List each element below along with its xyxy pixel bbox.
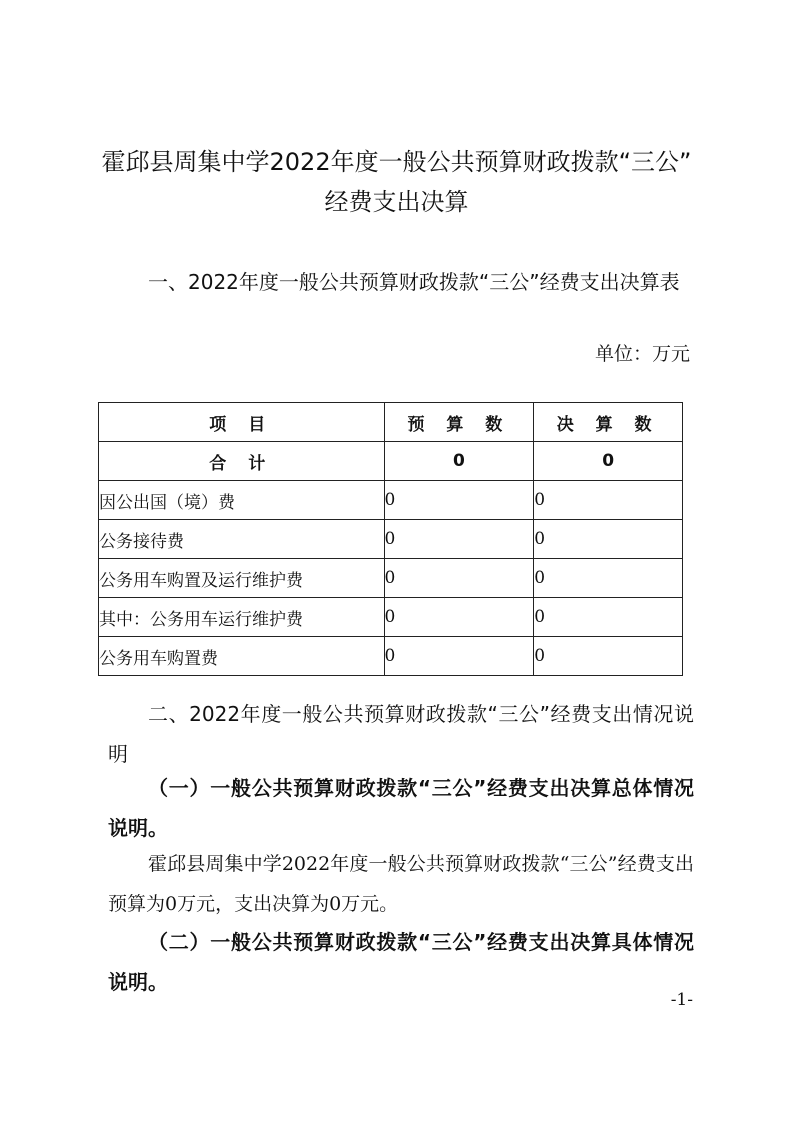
header-item: 项 目: [99, 403, 385, 442]
unit-label: 单位：万元: [594, 343, 690, 365]
row-label: 其中：公务用车运行维护费: [99, 598, 385, 637]
total-actual: 0: [534, 442, 683, 481]
title-line-2: 经费支出决算: [324, 188, 469, 216]
row-label: 公务用车购置费: [99, 637, 385, 676]
total-budget: 0: [384, 442, 534, 481]
page-title: [90, 142, 703, 222]
subsection-2-heading: （二）一般公共预算财政拨款“三公”经费支出决算具体情况说明。: [108, 930, 694, 994]
page-number: -1-: [670, 990, 693, 1010]
row-actual: 0: [534, 481, 683, 520]
row-budget: 0: [384, 637, 534, 676]
section-2-heading: 二、2022年度一般公共预算财政拨款“三公”经费支出情况说明: [108, 702, 694, 766]
subsection-1-body: 霍邱县周集中学2022年度一般公共预算财政拨款“三公”经费支出预算为0万元，支出决算为0万元。: [108, 853, 694, 915]
title-line-1: 霍邱县周集中学2022年度一般公共预算财政拨款“三公”: [101, 148, 692, 176]
table-header-row: [99, 403, 683, 442]
row-budget: 0: [384, 559, 534, 598]
row-actual: 0: [534, 559, 683, 598]
row-label: 公务接待费: [99, 520, 385, 559]
table-row: [99, 598, 683, 637]
total-label: 合 计: [99, 442, 385, 481]
header-actual: 决 算 数: [534, 403, 683, 442]
row-budget: 0: [384, 481, 534, 520]
row-budget: 0: [384, 520, 534, 559]
table-row: [99, 637, 683, 676]
row-actual: 0: [534, 598, 683, 637]
header-budget: 预 算 数: [384, 403, 534, 442]
subsection-1-heading: （一）一般公共预算财政拨款“三公”经费支出决算总体情况说明。: [108, 776, 694, 840]
section-1-heading: 一、2022年度一般公共预算财政拨款“三公”经费支出决算表: [148, 270, 680, 294]
table-row: [99, 520, 683, 559]
table-row: [99, 559, 683, 598]
row-label: 公务用车购置及运行维护费: [99, 559, 385, 598]
row-label: 因公出国（境）费: [99, 481, 385, 520]
row-actual: 0: [534, 637, 683, 676]
table-row: [99, 481, 683, 520]
row-actual: 0: [534, 520, 683, 559]
budget-table: [98, 402, 683, 676]
total-row: [99, 442, 683, 481]
row-budget: 0: [384, 598, 534, 637]
